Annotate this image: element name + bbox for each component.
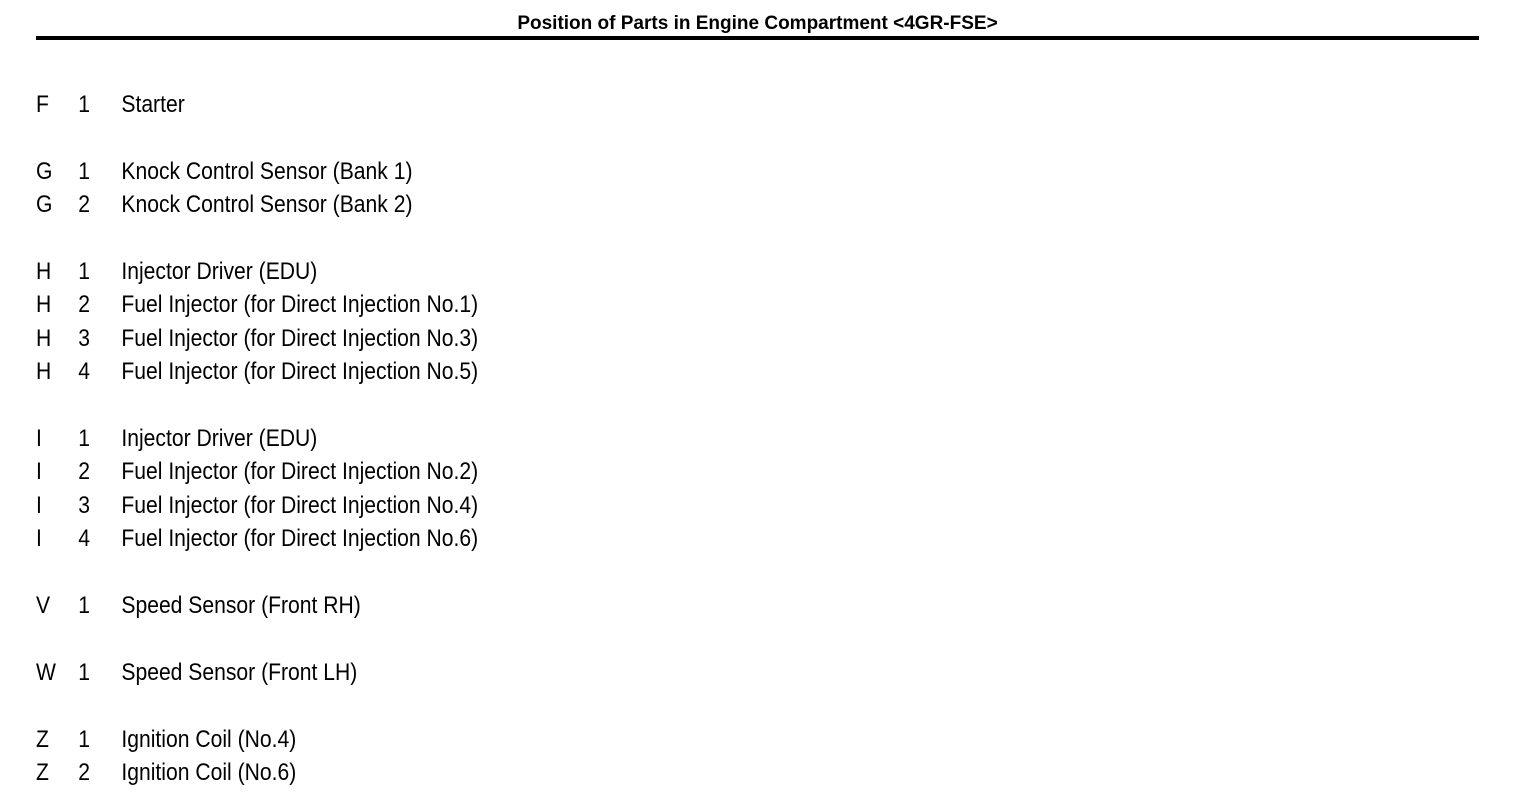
part-name: Injector Driver (EDU) [121, 258, 318, 285]
part-number: 1 [78, 726, 90, 753]
title-divider [36, 36, 1479, 40]
part-number: 3 [78, 325, 90, 352]
part-number: 2 [78, 458, 90, 485]
part-code: I [36, 425, 42, 452]
part-name: Fuel Injector (for Direct Injection No.6) [121, 525, 479, 552]
part-number: 1 [78, 425, 90, 452]
part-number: 4 [78, 525, 90, 552]
part-name: Ignition Coil (No.6) [121, 759, 297, 786]
part-number: 1 [78, 659, 90, 686]
part-code: I [36, 458, 42, 485]
part-number: 1 [78, 592, 90, 619]
part-name: Injector Driver (EDU) [121, 425, 318, 452]
part-code: H [36, 258, 52, 285]
part-number: 2 [78, 191, 90, 218]
part-name: Starter [121, 91, 185, 118]
part-name: Ignition Coil (No.4) [121, 726, 297, 753]
part-number: 2 [78, 759, 90, 786]
part-code: H [36, 325, 52, 352]
part-name: Fuel Injector (for Direct Injection No.2) [121, 458, 479, 485]
part-name: Fuel Injector (for Direct Injection No.3) [121, 325, 479, 352]
part-name: Fuel Injector (for Direct Injection No.4) [121, 492, 479, 519]
part-number: 4 [78, 358, 90, 385]
part-code: H [36, 291, 52, 318]
part-number: 2 [78, 291, 90, 318]
part-name: Knock Control Sensor (Bank 2) [121, 191, 413, 218]
part-number: 1 [78, 258, 90, 285]
part-code: F [36, 91, 49, 118]
part-number: 1 [78, 91, 90, 118]
part-number: 3 [78, 492, 90, 519]
part-code: G [36, 191, 53, 218]
part-code: W [36, 659, 56, 686]
part-code: H [36, 358, 52, 385]
part-name: Speed Sensor (Front RH) [121, 592, 361, 619]
part-name: Speed Sensor (Front LH) [121, 659, 358, 686]
part-code: G [36, 158, 53, 185]
part-code: Z [36, 726, 49, 753]
part-name: Fuel Injector (for Direct Injection No.1) [121, 291, 479, 318]
page-title: Position of Parts in Engine Compartment <4GR-FSE> [517, 13, 998, 34]
part-number: 1 [78, 158, 90, 185]
part-name: Fuel Injector (for Direct Injection No.5) [121, 358, 479, 385]
part-code: V [36, 592, 51, 619]
part-code: I [36, 492, 42, 519]
part-code: I [36, 525, 42, 552]
part-name: Knock Control Sensor (Bank 1) [121, 158, 413, 185]
part-code: Z [36, 759, 49, 786]
